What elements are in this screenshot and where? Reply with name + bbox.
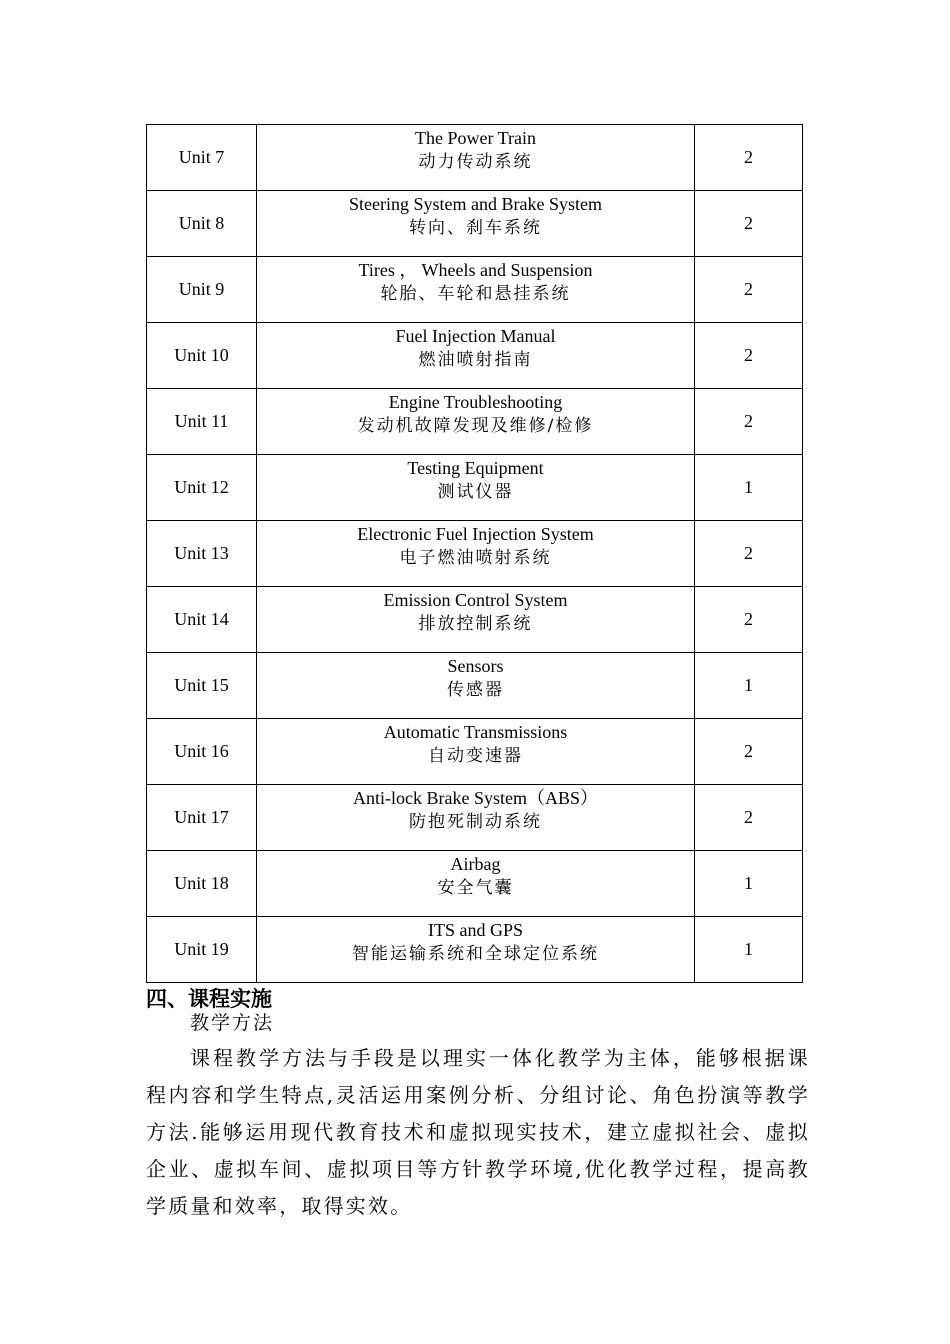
unit-title-zh: 自动变速器 [428, 746, 523, 766]
table-row [147, 257, 803, 323]
unit-title-cell [257, 323, 695, 389]
hours-cell: 1 [695, 455, 803, 521]
unit-title-cell [257, 257, 695, 323]
unit-title-en: The Power Train [415, 128, 536, 148]
unit-title-cell [257, 785, 695, 851]
unit-cell: Unit 7 [147, 125, 257, 191]
unit-title-zh: 动力传动系统 [418, 152, 533, 172]
hours-cell: 2 [695, 191, 803, 257]
unit-title-en: Engine Troubleshooting [388, 392, 563, 412]
unit-title-cell [257, 851, 695, 917]
unit-cell: Unit 12 [147, 455, 257, 521]
hours-cell: 2 [695, 521, 803, 587]
unit-title-en: Fuel Injection Manual [395, 326, 556, 346]
unit-title-en: Electronic Fuel Injection System [357, 524, 594, 544]
unit-cell: Unit 8 [147, 191, 257, 257]
unit-title-cell [257, 719, 695, 785]
unit-title-en: ITS and GPS [427, 920, 523, 940]
hours-cell: 2 [695, 785, 803, 851]
unit-cell: Unit 14 [147, 587, 257, 653]
unit-title-en: Sensors [447, 656, 504, 676]
unit-title-zh: 智能运输系统和全球定位系统 [352, 944, 599, 964]
hours-cell: 1 [695, 917, 803, 983]
unit-title-en: Anti-lock Brake System（ABS） [353, 788, 598, 808]
table-row [147, 653, 803, 719]
table-row [147, 389, 803, 455]
unit-title-cell [257, 191, 695, 257]
table-row [147, 785, 803, 851]
unit-title-en: Testing Equipment [407, 458, 544, 478]
table-row [147, 521, 803, 587]
teaching-method-paragraph: 课程教学方法与手段是以理实一体化教学为主体，能够根据课程内容和学生特点,灵活运用案例分析、分组讨论、角色扮演等教学方法.能够运用现代教育技术和虚拟现实技术，建立虚拟社会、虚拟企业、虚拟车间、虚拟项目等方针教学环境,优化教学过程，提高教学质量和效率，取得实效。 [146, 1046, 810, 1218]
unit-title-en: Automatic Transmissions [383, 722, 568, 742]
unit-cell: Unit 13 [147, 521, 257, 587]
unit-title-en: Tires ， Wheels and Suspension [358, 260, 593, 280]
section-subheading: 教学方法 [190, 1012, 275, 1034]
hours-cell: 2 [695, 587, 803, 653]
unit-cell: Unit 16 [147, 719, 257, 785]
section-heading: 四、课程实施 [146, 987, 272, 1011]
unit-title-en: Airbag [450, 854, 501, 874]
table-row [147, 917, 803, 983]
unit-title-zh: 发动机故障发现及维修/检修 [357, 416, 594, 436]
unit-cell: Unit 19 [147, 917, 257, 983]
hours-cell: 1 [695, 851, 803, 917]
hours-cell: 2 [695, 389, 803, 455]
unit-cell: Unit 17 [147, 785, 257, 851]
table-row [147, 587, 803, 653]
table-row [147, 719, 803, 785]
unit-title-cell [257, 125, 695, 191]
course-units-table [146, 124, 803, 983]
unit-title-cell [257, 587, 695, 653]
unit-title-zh: 燃油喷射指南 [418, 350, 533, 370]
unit-title-en: Steering System and Brake System [349, 194, 602, 214]
table-row [147, 851, 803, 917]
unit-title-zh: 防抱死制动系统 [409, 812, 542, 832]
unit-cell: Unit 10 [147, 323, 257, 389]
hours-cell: 2 [695, 257, 803, 323]
hours-cell: 2 [695, 719, 803, 785]
hours-cell: 1 [695, 653, 803, 719]
unit-cell: Unit 11 [147, 389, 257, 455]
unit-title-zh: 测试仪器 [437, 482, 514, 502]
unit-title-cell [257, 521, 695, 587]
hours-cell: 2 [695, 125, 803, 191]
unit-title-zh: 轮胎、车轮和悬挂系统 [380, 284, 571, 304]
unit-title-cell [257, 917, 695, 983]
unit-title-zh: 安全气囊 [437, 878, 514, 898]
unit-title-zh: 转向、刹车系统 [409, 218, 542, 238]
table-row [147, 323, 803, 389]
unit-title-cell [257, 389, 695, 455]
unit-title-cell [257, 455, 695, 521]
unit-title-zh: 传感器 [447, 680, 504, 700]
table-row [147, 191, 803, 257]
course-units-body [147, 125, 803, 983]
unit-cell: Unit 15 [147, 653, 257, 719]
unit-title-zh: 排放控制系统 [418, 614, 533, 634]
unit-title-en: Emission Control System [383, 590, 568, 610]
unit-cell: Unit 9 [147, 257, 257, 323]
table-row [147, 455, 803, 521]
table-row [147, 125, 803, 191]
hours-cell: 2 [695, 323, 803, 389]
unit-title-zh: 电子燃油喷射系统 [399, 548, 552, 568]
unit-title-cell [257, 653, 695, 719]
unit-cell: Unit 18 [147, 851, 257, 917]
